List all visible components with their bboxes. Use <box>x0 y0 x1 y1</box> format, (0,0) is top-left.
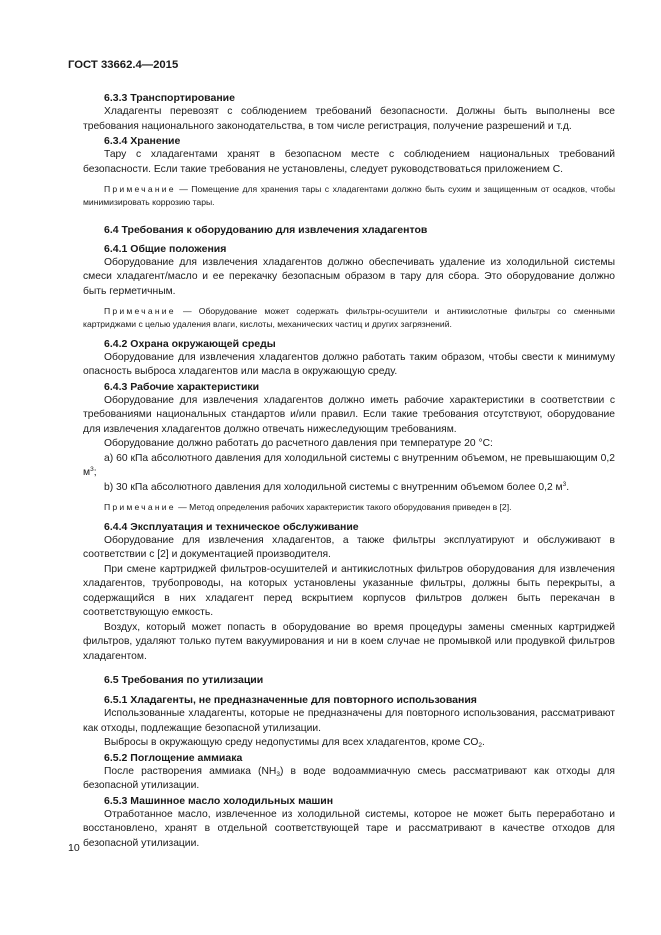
heading-6-4-2: 6.4.2 Охрана окружающей среды <box>104 337 276 350</box>
note-text: — Помещение для хранения тары с хладагентами должно быть сухим и защищенным от осадков, чтобы минимизировать коррозию тары. <box>83 184 615 207</box>
note-label: Примечание <box>104 184 176 194</box>
heading-6-4: 6.4 Требования к оборудованию для извлечения хладагентов <box>104 223 428 236</box>
paragraph: Оборудование для извлечения хладагентов должно иметь рабочие характеристики в соответствии с требованиями национальных стандартов и/или правил. Если такие требования отсутствуют, оборудование для извлечения хладагентов должно отвечать нижеследующим требованиям. <box>83 394 615 435</box>
paragraph: Хладагенты перевозят с соблюдением требований безопасности. Должны быть выполнены все требования национального законодательства, в том числе регистрация, получение разрешений и т.д. <box>83 106 615 132</box>
paragraph: Отработанное масло, извлеченное из холодильной системы, которое не может быть переработано и восстановлено, хранят в отдельной соответствующей таре и рассматривают в качестве отходов для безопасной утилизации. <box>83 808 615 849</box>
note-text: — Метод определения рабочих характеристик такого оборудования приведен в [2]. <box>175 502 512 513</box>
note-label: Примечание <box>104 502 176 513</box>
heading-6-3-4: 6.3.4 Хранение <box>104 135 181 147</box>
list-item-b: b) 30 кПа абсолютного давления для холодильной системы с внутренним объемом более 0,2 $м^3$. <box>104 480 570 493</box>
note <box>83 305 615 331</box>
paragraph: Оборудование для извлечения хладагентов, а также фильтры эксплуатируют и обслуживают в соответствии с [2] и документацией производителя. <box>83 534 615 561</box>
note-label: Примечание <box>104 306 176 317</box>
paragraph: Выбросы в окружающую среду недопустимы для всех хладагентов, кроме $СО_2$. <box>104 737 485 750</box>
document-header: ГОСТ 33662.4—2015 <box>68 59 179 71</box>
paragraph: Тару с хладагентами хранят в безопасном месте с соблюдением национальных требований безопасности. Если такие требования не установлены, следует руководствоваться приложением С. <box>83 149 615 175</box>
paragraph: Воздух, который может попасть в оборудование во время процедуры замены сменных картриджей фильтров, удаляют только путем вакуумирования и ни в коем случае не промывкой или продувкой фильтров хладагентом. <box>83 621 615 662</box>
heading-6-4-1: 6.4.1 Общие положения <box>104 242 227 255</box>
note <box>83 501 615 514</box>
heading-6-5-1: 6.5.1 Хладагенты, не предназначенные для повторного использования <box>104 694 477 707</box>
paragraph: После растворения аммиака $(NH_3)$ в воде водоаммиачную смесь рассматривают как отходы для безопасной утилизации. <box>83 765 615 792</box>
paragraph: Оборудование для извлечения хладагентов должно работать таким образом, чтобы свести к минимуму опасность выброса хладагентов или масла в окружающую среду. <box>83 351 615 378</box>
heading-6-4-3: 6.4.3 Рабочие характеристики <box>104 380 260 393</box>
heading-6-5-2: 6.5.2 Поглощение аммиака <box>104 751 243 764</box>
page-content <box>83 91 615 851</box>
note <box>83 183 615 209</box>
heading-6-5-3: 6.5.3 Машинное масло холодильных машин <box>104 794 334 807</box>
list-item-a: a) 60 кПа абсолютного давления для холодильной системы с внутренним объемом, не превышающим 0,2 $м^3$; <box>83 452 615 479</box>
paragraph: Оборудование должно работать до расчетного давления при температуре 20 °С: <box>104 438 493 450</box>
heading-6-5: 6.5 Требования по утилизации <box>104 674 264 687</box>
note-text: — Оборудование может содержать фильтры-осушители и антикислотные фильтры со сменными картриджами с целью удаления влаги, кислоты, механических частиц и других загрязнений. <box>83 306 615 329</box>
heading-6-4-4: 6.4.4 Эксплуатация и техническое обслуживание <box>104 520 359 533</box>
paragraph: Использованные хладагенты, которые не предназначены для повторного использования, рассматривают как отходы, подлежащие безопасной утилизации. <box>83 708 615 734</box>
paragraph: При смене картриджей фильтров-осушителей и антикислотных фильтров оборудования для извлечения хладагентов, трубопроводы, на которых установлены указанные фильтры, должны быть перекрыты, а содержащийся в них хладагент перед вскрытием корпусов фильтров должен быть перекачан в соответствующую емкость. <box>83 563 615 619</box>
paragraph: Оборудование для извлечения хладагентов должно обеспечивать удаление из холодильной системы смеси хладагент/масло и ее перекачку безопасным образом в тару для сбора. Это оборудование должно быть герметичным. <box>83 256 615 297</box>
heading-6-3-3: 6.3.3 Транспортирование <box>104 92 235 104</box>
page-number: 10 <box>68 842 80 854</box>
